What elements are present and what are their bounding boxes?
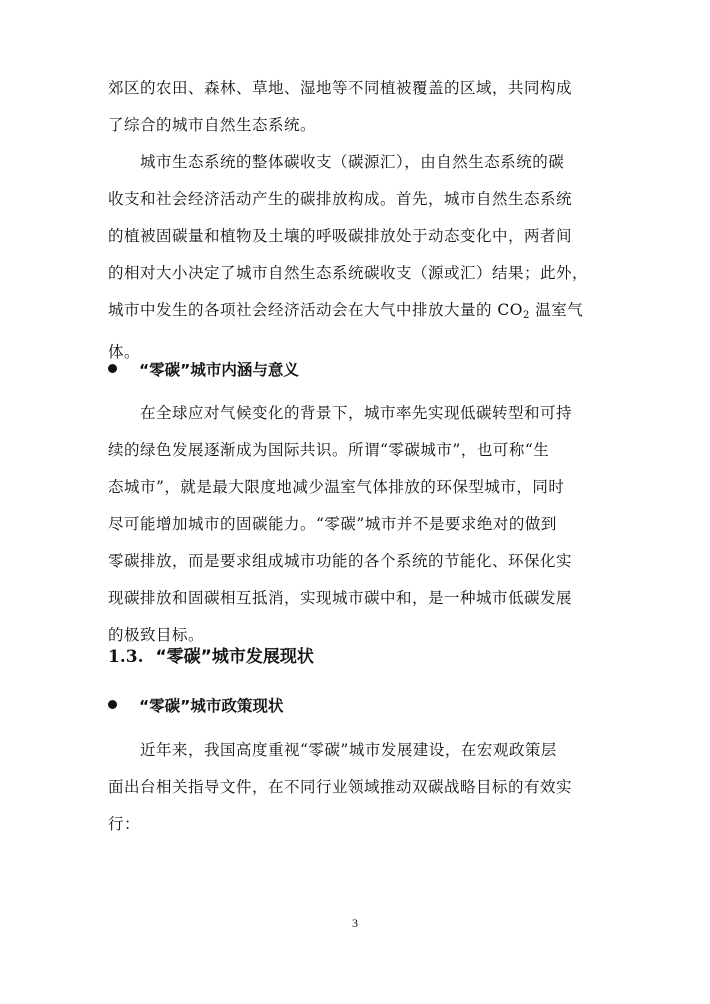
text-line: 现碳排放和固碳相互抵消，实现城市碳中和，是一种城市低碳发展: [108, 589, 573, 607]
text-line: 态城市”，就是最大限度地减少温室气体排放的环保型城市，同时: [108, 478, 565, 496]
text-line: 行：: [108, 815, 141, 833]
text-line: 在全球应对气候变化的背景下，城市率先实现低碳转型和可持: [140, 404, 573, 422]
paragraph-policy-status: [108, 732, 602, 843]
section-title: “零碳”城市发展现状: [155, 647, 314, 667]
subscript-2: 2: [523, 310, 530, 321]
page-number: 3: [352, 916, 358, 930]
text-line: 体。: [108, 343, 141, 361]
bullet-label: “零碳”城市政策现状: [139, 697, 284, 715]
text-fragment: 城市中发生的各项社会经济活动会在大气中排放大量的 CO: [108, 301, 523, 319]
text-line: 近年来，我国高度重视“零碳”城市发展建设，在宏观政策层: [140, 741, 557, 759]
bullet-heading-policy: [108, 694, 602, 718]
section-number: 1.3.: [108, 647, 144, 667]
text-line: 的植被固碳量和植物及土壤的呼吸碳排放处于动态变化中，两者间: [108, 227, 573, 245]
text-line: 续的绿色发展逐渐成为国际共识。所谓“零碳城市”，也可称“生: [108, 441, 550, 459]
bullet-heading-meaning: [108, 358, 602, 382]
text-line: 的极致目标。: [108, 626, 205, 644]
text-line: 了综合的城市自然生态系统。: [108, 116, 317, 134]
bullet-dot-icon: [108, 364, 117, 373]
paragraph-urban-ecosystem-intro: [108, 70, 602, 144]
paragraph-carbon-budget: [108, 144, 602, 371]
text-line: [108, 292, 602, 334]
text-fragment: 温室气: [529, 301, 584, 319]
paragraph-zero-carbon-definition: [108, 395, 602, 654]
text-line: 的相对大小决定了城市自然生态系统碳收支（源或汇）结果；此外，: [108, 264, 589, 282]
text-line: 郊区的农田、森林、草地、湿地等不同植被覆盖的区域，共同构成: [108, 79, 573, 97]
bullet-label: “零碳”城市内涵与意义: [139, 361, 299, 379]
text-line: 收支和社会经济活动产生的碳排放构成。首先，城市自然生态系统: [108, 190, 573, 208]
text-line: 零碳排放，而是要求组成城市功能的各个系统的节能化、环保化实: [108, 552, 573, 570]
section-heading: [108, 644, 602, 670]
text-line: 城市生态系统的整体碳收支（碳源汇），由自然生态系统的碳: [140, 153, 565, 171]
text-line: 面出台相关指导文件，在不同行业领域推动双碳战略目标的有效实: [108, 778, 573, 796]
bullet-dot-icon: [108, 700, 117, 709]
text-line: 尽可能增加城市的固碳能力。“零碳”城市并不是要求绝对的做到: [108, 515, 557, 533]
